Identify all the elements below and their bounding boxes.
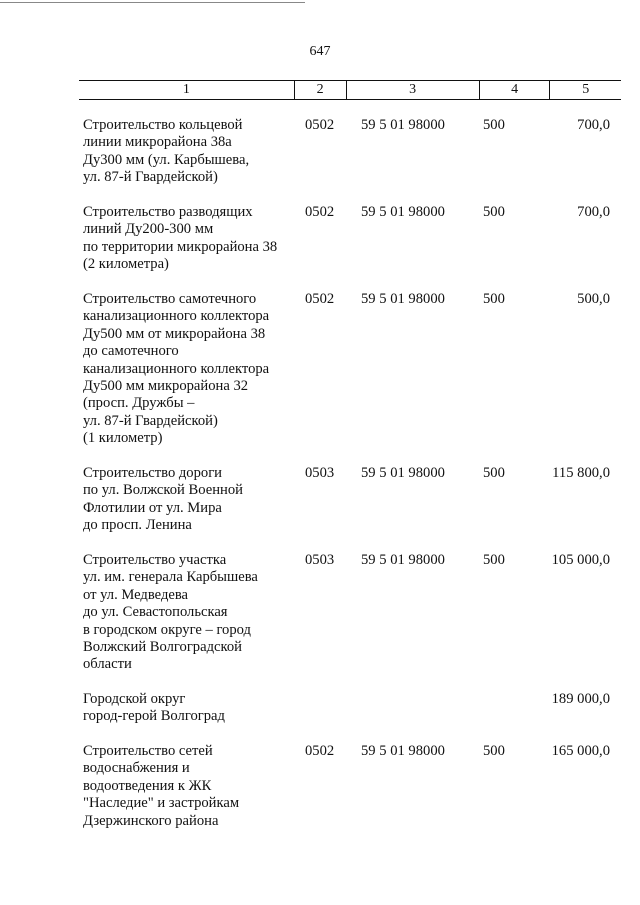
row-target-code: 59 5 01 98000 xyxy=(361,204,445,220)
row-name: Городской округ город-герой Волгоград xyxy=(83,691,225,725)
row-kind-code: 500 xyxy=(483,291,505,307)
row-section-code: 0503 xyxy=(305,552,335,568)
header-col-5: 5 xyxy=(582,82,590,97)
row-name: Строительство разводящих линий Ду200-300 мм по территории микрорайона 38 (2 километра) xyxy=(83,204,278,273)
header-col-3: 3 xyxy=(347,81,480,99)
row-kind-code: 500 xyxy=(483,743,505,759)
header-col-2: 2 xyxy=(295,81,347,99)
row-amount: 105 000,0 xyxy=(551,552,610,568)
row-kind-code: 500 xyxy=(483,552,505,568)
header-col-4: 4 xyxy=(480,81,551,99)
row-kind-code: 500 xyxy=(483,204,505,220)
row-target-code: 59 5 01 98000 xyxy=(361,117,445,133)
top-edge-rule xyxy=(0,2,305,3)
row-target-code: 59 5 01 98000 xyxy=(361,552,445,568)
row-section-code: 0503 xyxy=(305,465,335,481)
row-amount: 165 000,0 xyxy=(551,743,610,759)
row-target-code: 59 5 01 98000 xyxy=(361,743,445,759)
row-section-code: 0502 xyxy=(305,204,335,220)
table-header-row xyxy=(79,80,621,100)
row-amount: 115 800,0 xyxy=(552,465,610,481)
row-kind-code: 500 xyxy=(483,117,505,133)
row-amount: 500,0 xyxy=(577,291,610,307)
row-name: Строительство дороги по ул. Волжской Военной Флотилии от ул. Мира до просп. Ленина xyxy=(83,465,243,534)
row-section-code: 0502 xyxy=(305,291,335,307)
header-col-1: 1 xyxy=(79,81,295,99)
row-target-code: 59 5 01 98000 xyxy=(361,291,445,307)
row-name: Строительство участка ул. им. генерала Карбышева от ул. Медведева до ул. Севастопольская в городском округе – город Волжский Волгоградской области xyxy=(83,552,258,673)
row-name: Строительство сетей водоснабжения и водоотведения к ЖК "Наследие" и застройкам Дзержинского района xyxy=(83,743,240,829)
row-amount: 189 000,0 xyxy=(551,691,610,707)
row-section-code: 0502 xyxy=(305,743,335,759)
row-kind-code: 500 xyxy=(483,465,505,481)
row-section-code: 0502 xyxy=(305,117,335,133)
page-number: 647 xyxy=(309,44,331,59)
row-name: Строительство кольцевой линии микрорайона 38а Ду300 мм (ул. Карбышева, ул. 87-й Гвардейской) xyxy=(83,117,250,186)
row-amount: 700,0 xyxy=(577,117,610,133)
row-target-code: 59 5 01 98000 xyxy=(361,465,445,481)
row-amount: 700,0 xyxy=(577,204,610,220)
row-name: Строительство самотечного канализационного коллектора Ду500 мм от микрорайона 38 до самотечного канализационного коллектора Ду500 мм микрорайона 32 (просп. Дружбы – ул. 87-й Гвардейской) (1 километр) xyxy=(83,291,270,447)
